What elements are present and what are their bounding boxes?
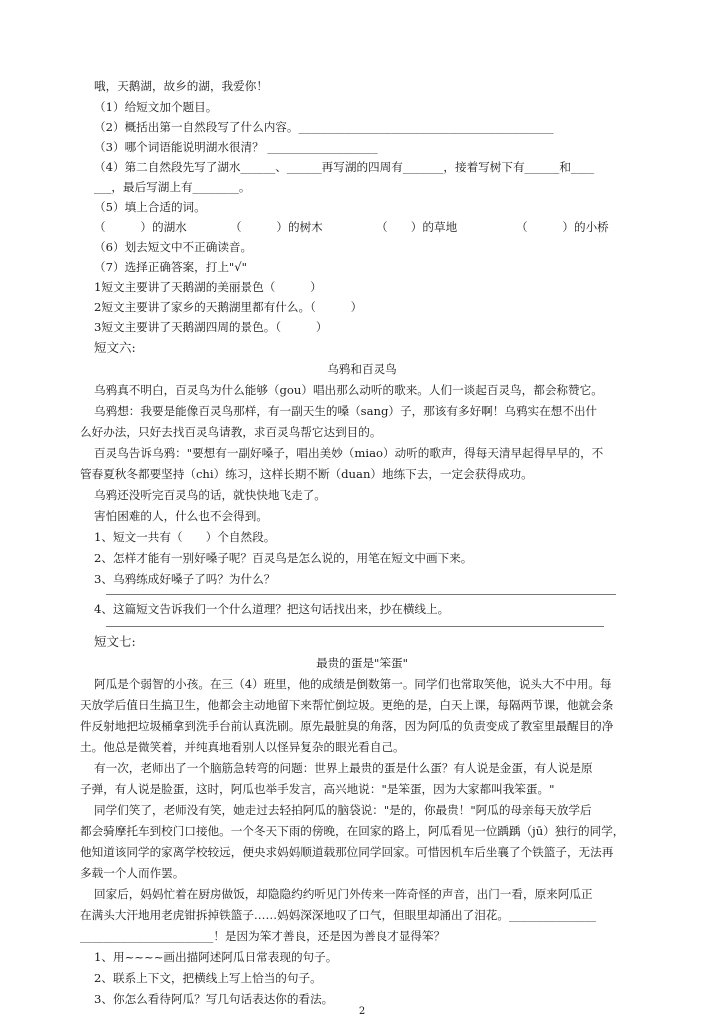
section5-q3: （3）哪个词语能说明湖水很清？ ___________________ [94, 140, 378, 154]
section7-title: 最贵的蛋是"笨蛋" [316, 656, 408, 670]
fill-blank-trees: （ ）的树木 [230, 220, 323, 234]
section6-q1: 1、短文一共有（ ）个自然段。 [94, 530, 276, 544]
section6-line: 乌鸦想：我要是能像百灵鸟那样，有一副天生的嗓（sang）子，那该有多好啊！乌鸦实在想不出什 [94, 404, 598, 418]
section7-line: 回家后，妈妈忙着在厨房做饭，却隐隐约约听见门外传来一阵奇怪的声音，出门一看，原来阿瓜正 [94, 887, 593, 901]
answer-line [106, 594, 616, 595]
section7-line: 阿瓜是个弱智的小孩。在三（4）班里，他的成绩是倒数第一。同学们也常取笑他，说头大不中用。每 [94, 677, 612, 691]
section6-label: 短文六: [94, 340, 136, 355]
section5-q5: （5）填上合适的词。 [94, 200, 206, 214]
section7-line: 子弹，有人说是脸蛋，这时，阿瓜也举手发言，高兴地说："是笨蛋，因为大家都叫我笨蛋。" [80, 782, 555, 796]
fill-blank-bridge: （ ）的小桥 [516, 220, 609, 234]
page-number: 2 [358, 1006, 366, 1017]
section7-q3: 3、你怎么看待阿瓜？写几句话表达你的看法。 [94, 992, 334, 1006]
section6-line: 管春夏秋冬都要坚持（chi）练习，这样长期不断（duan）地练下去，一定会获得成功。 [80, 467, 533, 481]
section5-q4-line2: ___，最后写湖上有________。 [94, 180, 251, 194]
section6-line: 乌鸦还没听完百灵鸟的话，就快快地飞走了。 [94, 488, 326, 502]
option-2: 2短文主要讲了家乡的天鹅湖里都有什么。（ ） [94, 300, 363, 314]
fill-blank-grass: （ ）的草地 [376, 220, 458, 234]
section7-line: _______________________！是因为笨才善良，还是因为善良才显得笨？ [80, 929, 446, 943]
section7-line: 他知道该同学的家离学校较远，便央求妈妈顺道载那位同学回家。可惜因机车后坐襄了个铁篮子，无法再 [80, 845, 614, 859]
section7-line: 都会骑摩托车到校门口接他。一个冬天下雨的傍晚，在回家的路上，阿瓜看见一位踽踽（jū）独行的同学， [80, 824, 625, 838]
section7-line: 天放学后值日生搞卫生，他都会主动地留下来帮忙倒垃圾。更绝的是，白天上课，每隔两节课，他就会条 [80, 698, 614, 712]
section7-label: 短文七: [94, 634, 136, 649]
section5-q7: （7）选择正确答案，打上"√" [94, 260, 247, 274]
option-1: 1短文主要讲了天鹅湖的美丽景色（ ） [94, 280, 322, 294]
section7-line: 多载一个人而作罢。 [80, 866, 185, 880]
section6-line: 乌鸦真不明白，百灵鸟为什么能够（gou）唱出那么动听的歌来。人们一谈起百灵鸟，都会称赞它。 [94, 383, 603, 397]
section7-q2: 2、联系上下文，把横线上写上恰当的句子。 [94, 971, 322, 985]
section5-q2: （2）概括出第一自然段写了什么内容。____________________________________________ [94, 120, 554, 134]
section7-line: 有一次，老师出了一个脑筋急转弯的问题：世界上最贵的蛋是什么蛋？有人说是金蛋，有人说是原 [94, 761, 593, 775]
option-3: 3短文主要讲了天鹅湖四周的景色。（ ） [94, 320, 328, 334]
answer-line [106, 626, 604, 627]
section7-line: 土。他总是微笑着，并纯真地看别人以怪异复杂的眼光看自己。 [80, 740, 405, 754]
section7-line: 件反射地把垃圾桶拿到洗手台前认真洗刷。原先最脏臭的角落，因为阿瓜的负责变成了教室里最醒目的净 [80, 719, 614, 733]
section6-line: 害怕困难的人，什么也不会得到。 [94, 509, 268, 523]
fill-blank-lake: （ ）的湖水 [94, 220, 187, 234]
section5-intro: 哦，天鹅湖，故乡的湖，我爱你！ [94, 79, 268, 93]
section6-line: 么好办法，只好去找百灵鸟请教，求百灵鸟帮它达到目的。 [80, 425, 382, 439]
section6-q2: 2、怎样才能有一别好嗓子呢？百灵鸟是怎么说的，用笔在短文中画下来。 [94, 551, 473, 565]
section5-q4-line1: （4）第二自然段先写了湖水______、______再写湖的四周有_______，接着写树下有______和____ [94, 160, 595, 174]
section6-line: 百灵鸟告诉乌鸦："要想有一副好嗓子，唱出美妙（miao）动听的歌声，得每天清早起得早早的，不 [94, 446, 604, 460]
section6-title: 乌鸦和百灵鸟 [327, 362, 397, 376]
section7-line: 同学们笑了，老师没有笑，她走过去轻拍阿瓜的脑袋说："是的，你最贵！"阿瓜的母亲每天放学后 [94, 803, 592, 817]
section6-q4: 4、这篇短文告诉我们一个什么道理？把这句话找出来，抄在横线上。 [94, 602, 450, 616]
section5-q6: （6）划去短文中不正确读音。 [94, 240, 253, 254]
section5-q1: （1）给短文加个题目。 [94, 100, 218, 114]
section6-q3: 3、乌鸦练成好嗓子了吗？为什么？ [94, 572, 276, 586]
section7-line: 在满头大汗地用老虎钳拆掉铁篮子……妈妈深深地叹了口气，但眼里却涌出了泪花。_______________ [80, 908, 596, 922]
section7-q1: 1、用~~~~画出描阿述阿瓜日常表现的句子。 [94, 950, 338, 964]
